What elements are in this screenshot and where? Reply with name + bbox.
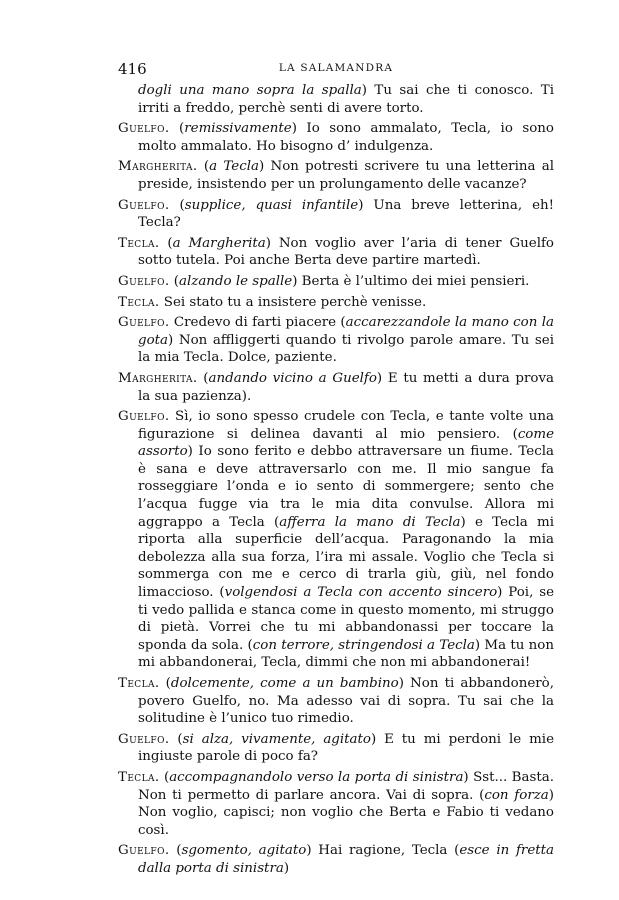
- stage-direction: si alza, vivamente, agitato: [182, 731, 371, 747]
- speaker-name: Margherita.: [118, 159, 198, 175]
- play-text: [118, 82, 554, 881]
- stage-direction: come assorto: [138, 426, 554, 460]
- speaker-name: Guelfo.: [118, 273, 170, 289]
- spoken-text: ) Non potresti scrivere tu una letterina al preside, insistendo per un prolungamento delle vacanze?: [138, 159, 555, 192]
- spoken-text: ) Poi, se ti vedo pallida e stanca come in questo momento, mi struggo di pietà. Vorrei che tu mi abbandonassi per toccare la sponda da sola. (: [138, 585, 554, 653]
- speaker-name: Tecla.: [118, 294, 160, 310]
- stage-direction: dogli una mano sopra la spalla: [138, 83, 362, 98]
- spoken-text: (: [169, 273, 179, 289]
- speaker-name: Guelfo.: [118, 409, 170, 425]
- speaker-name: Guelfo.: [118, 121, 170, 137]
- spoken-text: (: [169, 121, 185, 137]
- stage-direction: accarezzandole la mano con la gota: [138, 315, 554, 348]
- spoken-text: (: [169, 197, 185, 213]
- spoken-text: ) Io sono ferito e debbo attraversare un fiume. Tecla è sana e deve attraversarlo con me. Il mio sangue fa rosseggiare l’onda e io sento di sommergere; sento che l’acqua fugge via tra le mia dita convulse. Allora mi aggrappo a Tecla (: [138, 444, 554, 530]
- speaker-name: Guelfo.: [118, 731, 170, 747]
- spoken-text: (: [159, 676, 171, 691]
- spoken-text: Credevo di farti piacere (: [169, 315, 346, 331]
- dialogue-paragraph: [118, 158, 554, 193]
- spoken-text: ): [283, 860, 290, 876]
- stage-direction: dolcemente, come a un bambino: [170, 676, 399, 691]
- dialogue-paragraph: [118, 408, 554, 672]
- stage-direction: volgendosi a Tecla con accento sincero: [224, 585, 498, 601]
- running-title: LA SALAMANDRA: [278, 62, 394, 74]
- dialogue-paragraph: [118, 769, 554, 839]
- dialogue-paragraph: [118, 842, 554, 877]
- speaker-name: Tecla.: [118, 769, 160, 785]
- spoken-text: ) Non affliggerti quando ti rivolgo parole amare. Tu sei la mia Tecla. Dolce, paziente.: [138, 332, 554, 366]
- spoken-text: Sei stato tu a insistere perchè venisse.: [159, 294, 427, 310]
- dialogue-paragraph: [118, 197, 554, 232]
- speaker-name: Margherita.: [118, 370, 198, 386]
- page-number: 416: [118, 60, 147, 78]
- spoken-text: ) Una breve letterina, eh! Tecla?: [138, 197, 555, 231]
- spoken-text: ) e Tecla mi riporta alla superficie dell’acqua. Paragonando la mia debolezza alla sua forza, l’ira mi assale. Voglio che Tecla si sommerga con me e cerco di trarla giù, giù, nel fondo limaccioso. (: [138, 514, 554, 601]
- stage-direction: andando vicino a Guelfo: [208, 370, 377, 386]
- speaker-name: Guelfo.: [118, 197, 170, 213]
- speaker-name: Guelfo.: [118, 843, 170, 859]
- spoken-text: (: [169, 731, 183, 747]
- dialogue-paragraph: [118, 675, 554, 728]
- spoken-text: (: [159, 235, 173, 251]
- stage-direction: a Margherita: [172, 235, 266, 251]
- stage-direction: alzando le spalle: [179, 273, 293, 289]
- page-header: [118, 60, 554, 80]
- dialogue-paragraph: [118, 120, 554, 155]
- spoken-text: Sì, io sono spesso crudele con Tecla, e tante volte una figurazione si delinea davanti al mio pensiero. (: [138, 409, 554, 442]
- spoken-text: ) Non voglio aver l’aria di tener Guelfo sotto tutela. Poi anche Berta deve partire martedì.: [138, 235, 554, 269]
- spoken-text: ) E tu mi perdoni le mie ingiuste parole di poco fa?: [138, 731, 554, 765]
- spoken-text: ) Non ti abbandonerò, povero Guelfo, no. Ma adesso vai di sopra. Tu sai che la solitudine è l’unico tuo rimedio.: [138, 676, 554, 727]
- spoken-text: ) Non voglio, capisci; non voglio che Berta e Fabio ti vedano così.: [138, 787, 554, 838]
- dialogue-paragraph: [118, 294, 554, 312]
- spoken-text: ) Tu sai che ti conosco. Ti irriti a freddo, perchè senti di avere torto.: [138, 83, 554, 116]
- dialogue-paragraph: [118, 314, 554, 367]
- stage-direction: con forza: [484, 787, 549, 803]
- stage-direction: afferra la mano di Tecla: [279, 514, 461, 530]
- spoken-text: ) E tu metti a dura prova la sua pazienza).: [138, 370, 554, 404]
- spoken-text: (: [169, 843, 182, 859]
- spoken-text: ) Sst... Basta. Non ti permetto di parlare ancora. Vai di sopra. (: [138, 769, 555, 803]
- stage-direction: sgomento, agitato: [181, 843, 307, 859]
- dialogue-paragraph: [118, 731, 554, 766]
- speaker-name: Tecla.: [118, 235, 160, 251]
- spoken-text: (: [197, 159, 210, 175]
- stage-direction: con terrore, stringendosi a Tecla: [252, 637, 475, 653]
- dialogue-paragraph: [118, 235, 554, 270]
- stage-direction: esce in fretta dalla porta di sinistra: [138, 843, 555, 876]
- spoken-text: (: [159, 769, 170, 785]
- stage-direction: accompagnandolo verso la porta di sinistra: [169, 769, 464, 785]
- spoken-text: (: [197, 370, 209, 386]
- dialogue-paragraph: [118, 370, 554, 405]
- spoken-text: ) Hai ragione, Tecla (: [306, 843, 460, 859]
- spoken-text: ) Io sono ammalato, Tecla, io sono molto ammalato. Ho bisogno d’ indulgenza.: [138, 121, 554, 154]
- continued-line: [118, 82, 554, 117]
- stage-direction: a Tecla: [209, 159, 259, 175]
- stage-direction: supplice, quasi infantile: [184, 197, 359, 213]
- dialogue-paragraph: [118, 273, 554, 291]
- speaker-name: Tecla.: [118, 676, 160, 691]
- stage-direction: remissivamente: [184, 121, 292, 137]
- speaker-name: Guelfo.: [118, 315, 170, 331]
- spoken-text: ) Ma tu non mi abbandonerai, Tecla, dimmi che non mi abbandonerai!: [138, 637, 554, 671]
- spoken-text: ) Berta è l’ultimo dei miei pensieri.: [292, 273, 530, 289]
